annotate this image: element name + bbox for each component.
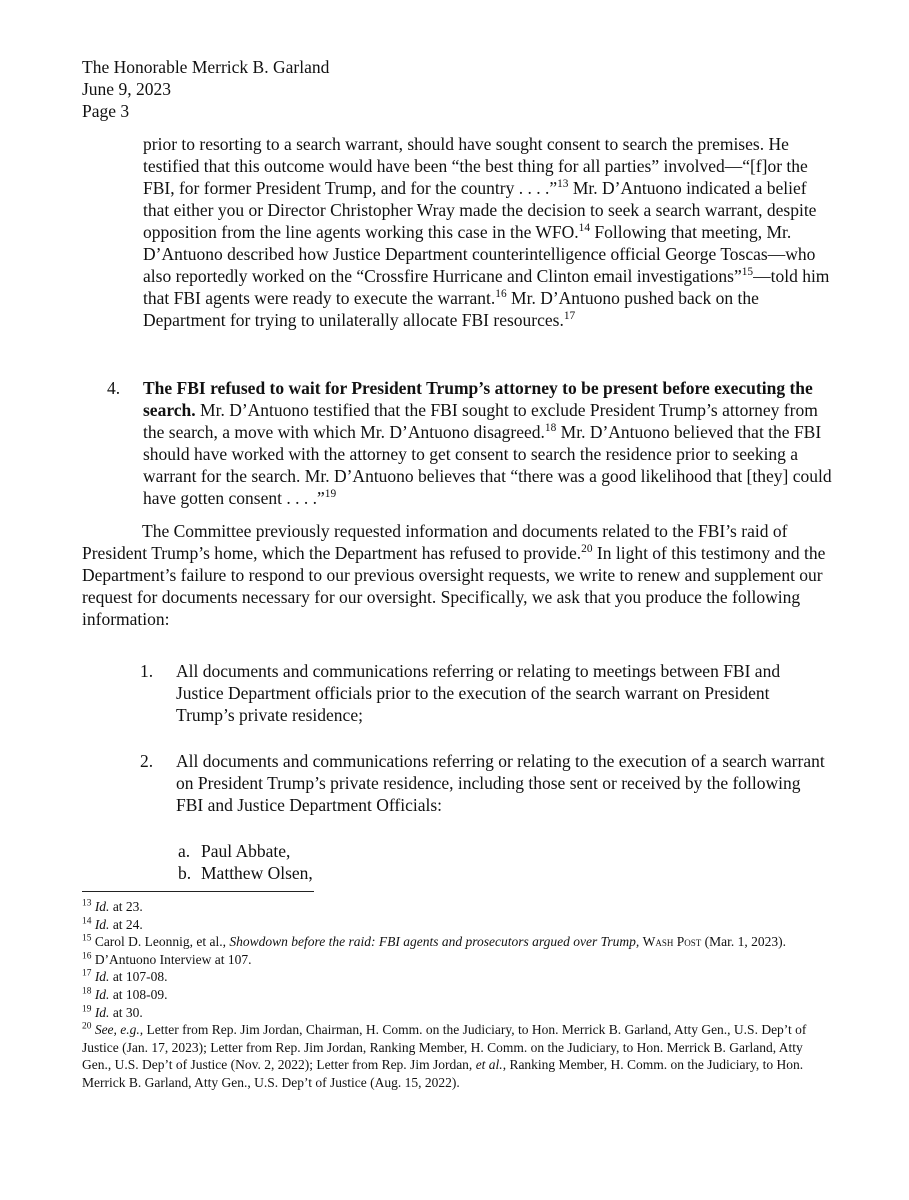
citation-italic: Id. xyxy=(94,916,110,932)
footnotes xyxy=(82,898,834,1092)
request-item-2 xyxy=(140,750,832,816)
item-number: 4. xyxy=(107,378,121,398)
item-text: All documents and communications referring or relating to meetings between FBI and Justice Department officials prior to the execution of the search warrant on President Trump’s private residence; xyxy=(176,661,781,725)
footnote-19 xyxy=(82,1004,834,1022)
text: In light of this testimony and the Department’s failure to respond to our previous oversight requests, we write to renew and supplement our request for documents necessary for our oversight. Specifically, we ask that you produce the following information: xyxy=(82,543,826,629)
official-item-b xyxy=(178,862,313,884)
committee-paragraph xyxy=(82,520,834,630)
citation-italic: et al. xyxy=(475,1057,503,1073)
text: The Committee previously requested information and documents related to the FBI’s raid of President Trump’s home, which the Department has refused to provide. xyxy=(82,521,788,563)
footnote-number: 18 xyxy=(82,986,92,997)
footnote-20 xyxy=(82,1021,834,1091)
footnote-ref-19[interactable]: 19 xyxy=(324,488,337,501)
footnote-number: 16 xyxy=(82,951,92,962)
official-name: Matthew Olsen, xyxy=(201,863,313,883)
text: Following that meeting, Mr. D’Antuono described how Justice Department counterintelligence official George Toscas—who also reportedly worked on the “Crossfire Hurricane and Clinton email investigations” xyxy=(143,222,816,286)
footnote-18 xyxy=(82,986,834,1004)
page-number: Page 3 xyxy=(82,101,130,121)
citation-italic: Id. xyxy=(94,1004,110,1020)
footnote-number: 20 xyxy=(82,1021,92,1032)
footnote-ref-15[interactable]: 15 xyxy=(741,266,754,279)
footnote-text: at 30. xyxy=(109,1004,143,1020)
continued-paragraph xyxy=(143,133,833,331)
footnote-ref-17[interactable]: 17 xyxy=(563,310,576,323)
footnote-number: 13 xyxy=(82,898,92,909)
footnote-divider xyxy=(82,891,314,892)
citation-italic: Id. xyxy=(94,899,110,914)
text: Mr. D’Antuono pushed back on the Department for trying to unilaterally allocate FBI resources. xyxy=(143,288,759,330)
footnote-ref-16[interactable]: 16 xyxy=(495,288,507,301)
footnote-text: , Ranking Member, H. Comm. on the Judiciary, to Hon. Merrick B. Garland, Atty Gen., U.S. Dep’t of Justice (Aug. 15, 2022). xyxy=(82,1057,804,1090)
footnote-text: D’Antuono Interview at 107. xyxy=(91,951,252,967)
footnote-ref-13[interactable]: 13 xyxy=(557,178,569,191)
footnote-number: 14 xyxy=(82,916,92,927)
request-item-1 xyxy=(140,660,832,726)
footnote-text: at 107-08. xyxy=(109,969,168,985)
footnote-ref-20[interactable]: 20 xyxy=(581,543,593,556)
footnote-number: 19 xyxy=(82,1004,92,1015)
item-number: 2. xyxy=(140,751,154,771)
official-name: Paul Abbate, xyxy=(201,841,291,861)
footnote-16 xyxy=(82,951,834,969)
footnote-15 xyxy=(82,933,834,951)
footnote-text: at 23. xyxy=(109,899,143,914)
item-letter: b. xyxy=(178,863,192,883)
item-number: 1. xyxy=(140,661,154,681)
footnote-13 xyxy=(82,898,834,916)
official-item-a xyxy=(178,840,290,862)
item-letter: a. xyxy=(178,841,191,861)
text: Mr. D’Antuono indicated a belief that either you or Director Christopher Wray made the decision to seek a search warrant, despite opposition from the line agents working this case in the WFO. xyxy=(143,178,817,242)
footnote-number: 17 xyxy=(82,968,92,979)
footnote-number: 15 xyxy=(82,933,92,944)
footnote-text: at 24. xyxy=(109,916,143,932)
publication-name: Wash Post xyxy=(642,934,702,950)
text: prior to resorting to a search warrant, should have sought consent to search the premises. He testified that this outcome would have been “the best thing for all parties” involved—“[f]or the FBI, for former President Trump, and for the country . . . .” xyxy=(143,134,808,198)
item-content xyxy=(143,377,833,509)
recipient: The Honorable Merrick B. Garland xyxy=(82,57,330,77)
text: —told him that FBI agents were ready to execute the warrant. xyxy=(143,266,830,308)
footnote-text: Carol D. Leonnig, et al., xyxy=(91,934,230,950)
footnote-ref-14[interactable]: 14 xyxy=(578,222,591,235)
footnote-text: Letter from Rep. Jim Jordan, Chairman, H. Comm. on the Judiciary, to Hon. Merrick B. Garland, Atty Gen., U.S. Dep’t of Justice (Jan. 17, 2023); Letter from Rep. Jim Jordan, Ranking Member, H. Comm. on the Judiciary, to Hon. Merrick B. Garland, Atty Gen., U.S. Dep’t of Justice (Nov. 2, 2022); Letter from Rep. Jim Jordan, xyxy=(82,1022,807,1073)
text: Mr. D’Antuono testified that the FBI sought to exclude President Trump’s attorney from the search, a move with which Mr. D’Antuono disagreed. xyxy=(143,400,818,442)
citation-italic: Id. xyxy=(94,969,110,985)
finding-item-4 xyxy=(107,377,833,509)
text: Mr. D’Antuono believed that the FBI should have worked with the attorney to get consent to search the residence prior to seeking a warrant for the search. Mr. D’Antuono believes that “there was a good likelihood that [they] could have gotten consent . . . .” xyxy=(143,422,832,508)
footnote-ref-18[interactable]: 18 xyxy=(544,422,557,435)
footnote-text: at 108-09. xyxy=(109,986,168,1002)
letter-header xyxy=(82,56,329,122)
item-heading: The FBI refused to wait for President Trump’s attorney to be present before executing the search. xyxy=(143,378,813,420)
article-title: Showdown before the raid: FBI agents and prosecutors argued over Trump, xyxy=(229,934,640,950)
citation-italic: See, e.g., xyxy=(94,1022,144,1038)
item-text: All documents and communications referring or relating to the execution of a search warrant on President Trump’s private residence, including those sent or received by the following FBI and Justice Department Officials: xyxy=(176,751,825,815)
letter-date: June 9, 2023 xyxy=(82,79,171,99)
footnote-17 xyxy=(82,968,834,986)
footnote-text: (Mar. 1, 2023). xyxy=(701,934,787,950)
footnote-14 xyxy=(82,916,834,934)
citation-italic: Id. xyxy=(94,986,110,1002)
